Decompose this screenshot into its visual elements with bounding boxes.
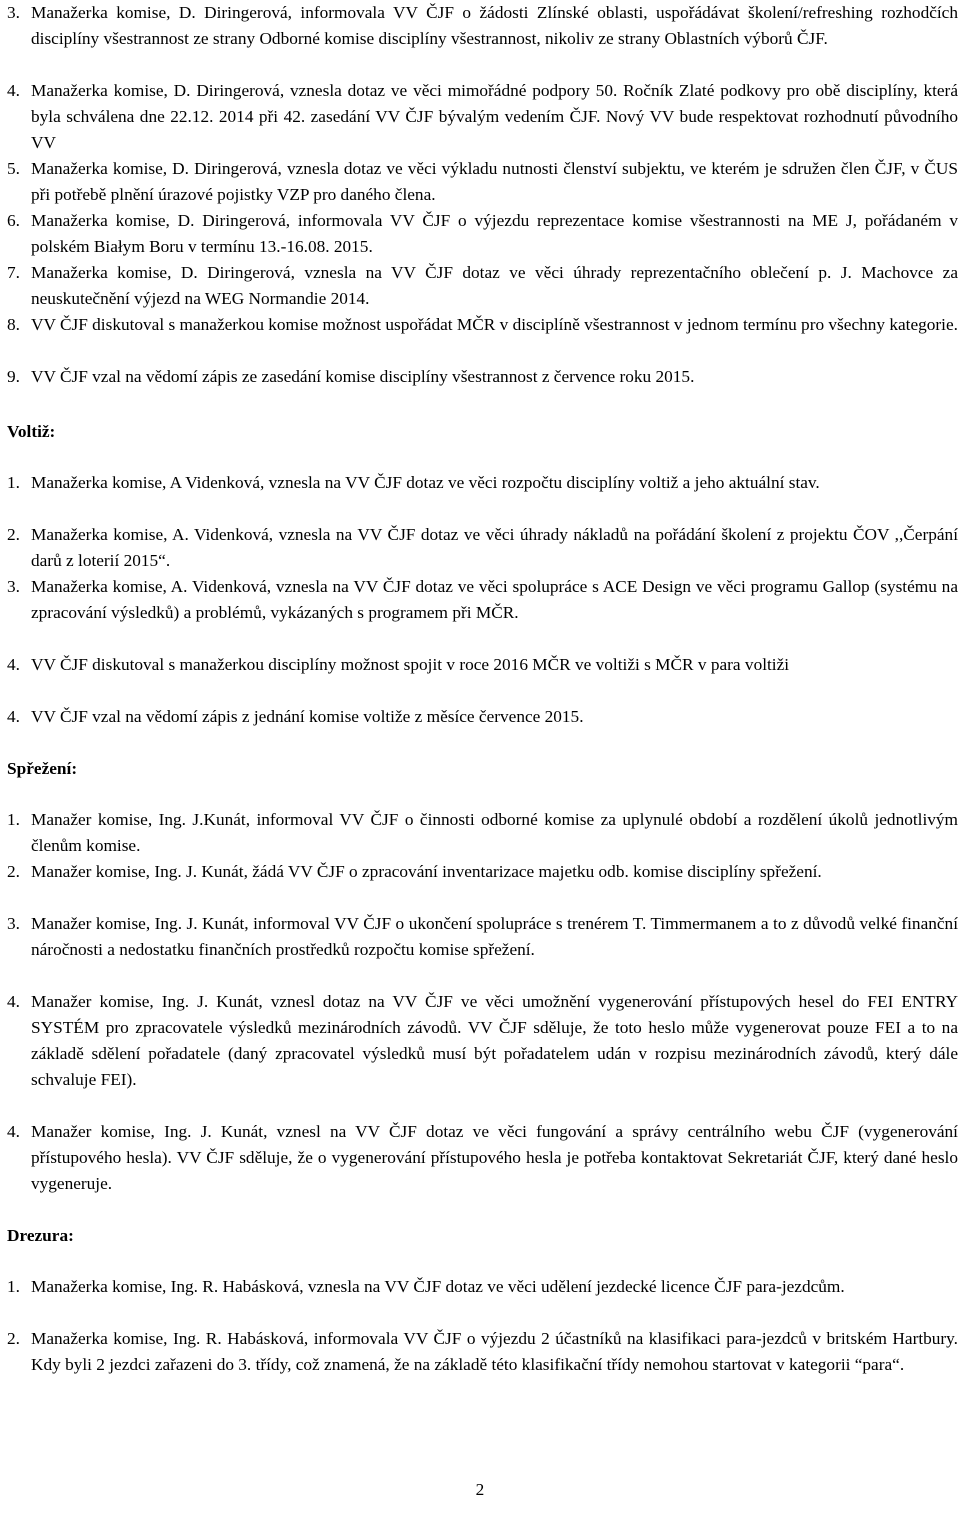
list-item (7, 989, 958, 1119)
item-text: Manažerka komise, A. Videnková, vznesla na VV ČJF dotaz ve věci úhrady nákladů na pořádání školení z projektu ČOV ,,Čerpání darů z loterií 2015“. (31, 525, 958, 570)
page-number: 2 (475, 1480, 485, 1499)
item-text: Manažerka komise, D. Diringerová, informovala VV ČJF o žádosti Zlínské oblasti, uspořádávat školení/refreshing rozhodčích disciplíny všestrannost ze strany Odborné komise disciplíny všestrannost, nikoliv ze strany Oblastních výborů ČJF. (31, 3, 958, 48)
list-item (7, 911, 958, 989)
section-sprezeni (7, 756, 958, 1197)
item-text: VV ČJF diskutoval s manažerkou komise možnost uspořádat MČR v disciplíně všestrannost v jednom termínu pro všechny kategorie. (31, 315, 958, 334)
list-item (7, 78, 958, 156)
list-item (7, 156, 958, 208)
item-number: 1. (7, 1277, 20, 1296)
list-item (7, 470, 958, 522)
section-heading: Drezura: (7, 1226, 74, 1245)
item-number: 4. (7, 1122, 20, 1141)
section-vsestrannost (7, 0, 958, 390)
item-number: 2. (7, 862, 20, 881)
item-number: 3. (7, 3, 20, 22)
section-heading: Spřežení: (7, 759, 78, 778)
item-text: Manažer komise, Ing. J. Kunát, vznesl dotaz na VV ČJF ve věci umožnění vygenerování přístupových hesel do FEI ENTRY SYSTÉM pro zpracovatele výsledků mezinárodních závodů. VV ČJF sděluje, že toto heslo může vygenerovat pouze FEI a to na základě sdělení pořadatele (daný zpracovatel výsledků musí být pořadatelem udán v rozpisu mezinárodních závodů, který dále schvaluje FEI). (31, 992, 958, 1089)
item-number: 4. (7, 992, 20, 1011)
item-number: 2. (7, 1329, 20, 1348)
item-number: 9. (7, 367, 20, 386)
list-item (7, 260, 958, 312)
list-item (7, 652, 958, 704)
item-text: VV ČJF vzal na vědomí zápis z jednání komise voltiže z měsíce července 2015. (31, 707, 584, 726)
list-item (7, 704, 958, 730)
item-text: VV ČJF diskutoval s manažerkou disciplíny možnost spojit v roce 2016 MČR ve voltiži s MČR v para voltiži (31, 655, 790, 674)
section-drezura (7, 1223, 958, 1404)
list-item (7, 364, 958, 390)
list-item (7, 859, 958, 911)
item-text: Manažer komise, Ing. J. Kunát, vznesl na VV ČJF dotaz ve věci fungování a správy centrálního webu ČJF (vygenerování přístupového hesla). VV ČJF sděluje, že o vygenerování přístupového hesla je potřeba kontaktovat Sekretariát ČJF, který dané heslo vygeneruje. (31, 1122, 958, 1193)
item-text: Manažerka komise, Ing. R. Habásková, vznesla na VV ČJF dotaz ve věci udělení jezdecké licence ČJF para-jezdcům. (31, 1277, 845, 1296)
list-item (7, 1274, 958, 1326)
list-item (7, 312, 958, 364)
list-item (7, 807, 958, 859)
list-item (7, 1326, 958, 1404)
item-text: VV ČJF vzal na vědomí zápis ze zasedání komise disciplíny všestrannost z července roku 2015. (31, 367, 695, 386)
item-number: 1. (7, 473, 20, 492)
list-item (7, 0, 958, 78)
item-number: 8. (7, 315, 20, 334)
item-number: 5. (7, 159, 20, 178)
item-text: Manažerka komise, A. Videnková, vznesla na VV ČJF dotaz ve věci spolupráce s ACE Design ve věci programu Gallop (systému na zpracování výsledků) a problémů, vykázaných s programem při MČR. (31, 577, 958, 622)
item-number: 4. (7, 707, 20, 726)
list-item (7, 522, 958, 574)
list-item (7, 208, 958, 260)
item-number: 7. (7, 263, 20, 282)
item-number: 3. (7, 914, 20, 933)
document-page (7, 0, 958, 1404)
item-text: Manažerka komise, D. Diringerová, vznesla dotaz ve věci mimořádné podpory 50. Ročník Zlaté podkovy pro obě disciplíny, která byla schválena dne 22.12. 2014 při 42. zasedání VV ČJF bývalým vedením ČJF. Nový VV bude respektovat rozhodnutí původního VV (31, 81, 958, 152)
item-number: 4. (7, 655, 20, 674)
section-heading: Voltiž: (7, 422, 56, 441)
item-text: Manažer komise, Ing. J. Kunát, informoval VV ČJF o ukončení spolupráce s trenérem T. Timmermanem a to z důvodů velké finanční náročnosti a nedostatku finančních prostředků rozpočtu komise spřežení. (31, 914, 958, 959)
item-text: Manažer komise, Ing. J. Kunát, žádá VV ČJF o zpracování inventarizace majetku odb. komise disciplíny spřežení. (31, 862, 822, 881)
item-text: Manažerka komise, Ing. R. Habásková, informovala VV ČJF o výjezdu 2 účastníků na klasifikaci para-jezdců v britském Hartbury. Kdy byli 2 jezdci zařazeni do 3. třídy, což znamená, že na základě této klasifikační třídy nemohou startovat v kategorii “para“. (31, 1329, 958, 1374)
item-text: Manažerka komise, D. Diringerová, vznesla na VV ČJF dotaz ve věci úhrady reprezentačního oblečení p. J. Machovce za neuskutečnění výjezd na WEG Normandie 2014. (31, 263, 958, 308)
list-item (7, 1119, 958, 1197)
item-text: Manažer komise, Ing. J.Kunát, informoval VV ČJF o činnosti odborné komise za uplynulé období a rozdělení úkolů jednotlivým členům komise. (31, 810, 958, 855)
list-item (7, 574, 958, 652)
item-number: 2. (7, 525, 20, 544)
item-number: 4. (7, 81, 20, 100)
item-text: Manažerka komise, D. Diringerová, informovala VV ČJF o výjezdu reprezentace komise všestrannosti na ME J, pořádaném v polském Białym Boru v termínu 13.-16.08. 2015. (31, 211, 958, 256)
item-text: Manažerka komise, D. Diringerová, vznesla dotaz ve věci výkladu nutnosti členství subjektu, ve kterém je sdružen člen ČJF, v ČUS při potřebě plnění úrazové pojistky VZP pro daného člena. (31, 159, 958, 204)
item-text: Manažerka komise, A Videnková, vznesla na VV ČJF dotaz ve věci rozpočtu disciplíny voltiž a jeho aktuální stav. (31, 473, 820, 492)
section-voltiz (7, 419, 958, 730)
item-number: 1. (7, 810, 20, 829)
item-number: 3. (7, 577, 20, 596)
item-number: 6. (7, 211, 20, 230)
